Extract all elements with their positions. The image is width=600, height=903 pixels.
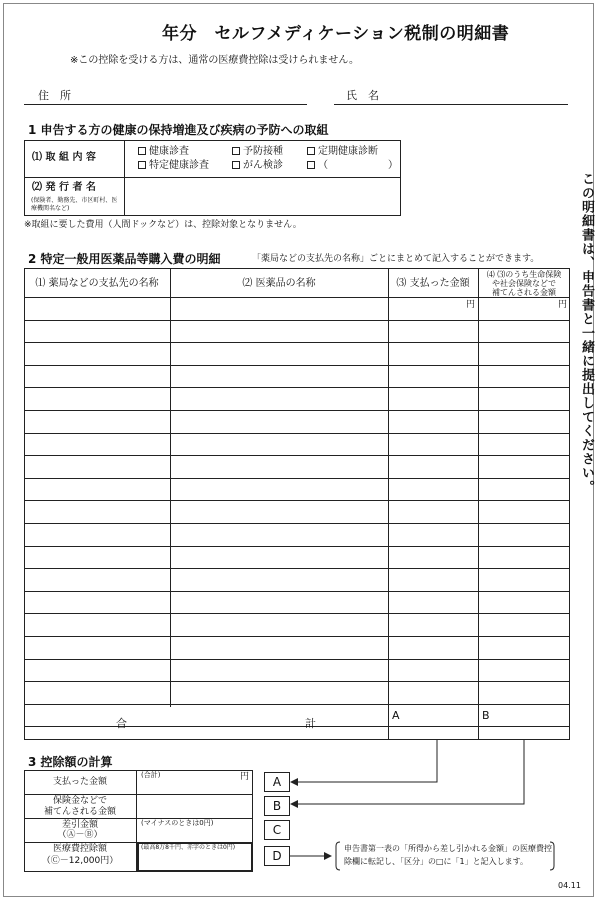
paid-amount-field[interactable] (138, 781, 251, 793)
paid-amount-yen: 円 (240, 772, 250, 782)
col-header-compensated: ⑷ ⑶のうち生命保険 や社会保険などで 補てんされる金額 (486, 270, 562, 297)
difference-label-1: 差引金額 (61, 820, 98, 830)
deduction-note: (最高8万8千円、赤字のときは0円) (141, 844, 236, 851)
section2-heading: 2 特定一般用医薬品等購入費の明細 (28, 252, 221, 266)
total-mark-a: A (392, 709, 400, 722)
check-periodic-checkup[interactable]: 定期健康診断 (307, 147, 378, 157)
section1-footnote: ※取組に要した費用（人間ドックなど）は、控除対象となりません。 (24, 220, 302, 230)
letter-box-a: A (264, 772, 290, 792)
total-mark-b: B (482, 709, 490, 722)
check-cancer-screening[interactable]: がん検診 (232, 161, 283, 171)
side-note: この明細書は、申告書と一緒に提出してください。 (579, 172, 594, 494)
compensated-label-2: 補てんされる金額 (43, 807, 116, 817)
col-header-paid: ⑶ 支払った金額 (396, 278, 470, 289)
page-title: 年分 セルフメディケーション税制の明細書 (162, 24, 510, 44)
check-vaccination[interactable]: 予防接種 (232, 147, 283, 157)
deduction-row-2 (24, 818, 253, 819)
difference-note: (マイナスのときは0円) (141, 819, 214, 827)
letter-box-d: D (264, 846, 290, 866)
section1-row2-sub: (保険者、勤務先、市区町村、医療機関名など) (31, 197, 118, 212)
difference-amount-field[interactable] (138, 829, 251, 841)
section1-row1-label: ⑴ 取 組 内 容 (32, 152, 96, 163)
check-other[interactable]: （ ） (307, 161, 398, 171)
callout-line-2: 除欄に転記し、「区分」の□に「1」と記入します。 (344, 857, 529, 866)
callout-line-1: 申告書第一表の「所得から差し引かれる金額」の医療費控 (344, 844, 552, 853)
col-header-medicine: ⑵ 医薬品の名称 (242, 278, 316, 289)
check-health-exam[interactable]: 健康診査 (138, 147, 189, 157)
section3-heading: 3 控除額の計算 (28, 755, 113, 769)
section1-heading: 1 申告する方の健康の保持増進及び疾病の予防への取組 (28, 123, 329, 137)
col-header-payee: ⑴ 薬局などの支払先の名称 (35, 278, 159, 289)
deduction-row-1 (24, 794, 253, 795)
paid-amount-label: 支払った金額 (52, 777, 107, 787)
top-note: ※この控除を受ける方は、通常の医療費控除は受けられません。 (70, 55, 359, 66)
yen-unit-paid: 円 (466, 300, 476, 310)
yen-unit-compensated: 円 (558, 300, 568, 310)
paid-amount-note: (合計) (141, 771, 161, 779)
compensated-amount-field[interactable] (138, 796, 251, 817)
section1-row2-label: ⑵ 発 行 者 名 (32, 182, 96, 193)
address-label: 住 所 (38, 89, 71, 102)
section2-heading-note: 「薬局などの支払先の名称」ごとにまとめて記入することができます。 (252, 254, 540, 264)
deduction-label-1: 医療費控除額 (52, 844, 107, 854)
deduction-label-2: （Ⓒ－12,000円） (41, 856, 119, 866)
total-label-2: 計 (305, 717, 316, 730)
letter-box-b: B (264, 796, 290, 816)
name-label: 氏 名 (346, 89, 379, 102)
form-code: 04.11 (558, 881, 581, 890)
check-specific-exam[interactable]: 特定健康診査 (138, 161, 209, 171)
letter-box-c: C (264, 820, 290, 840)
difference-label-2: （Ⓐ－Ⓑ） (57, 830, 103, 840)
compensated-label-1: 保険金などで (52, 796, 107, 806)
total-label-1: 合 (116, 717, 127, 730)
